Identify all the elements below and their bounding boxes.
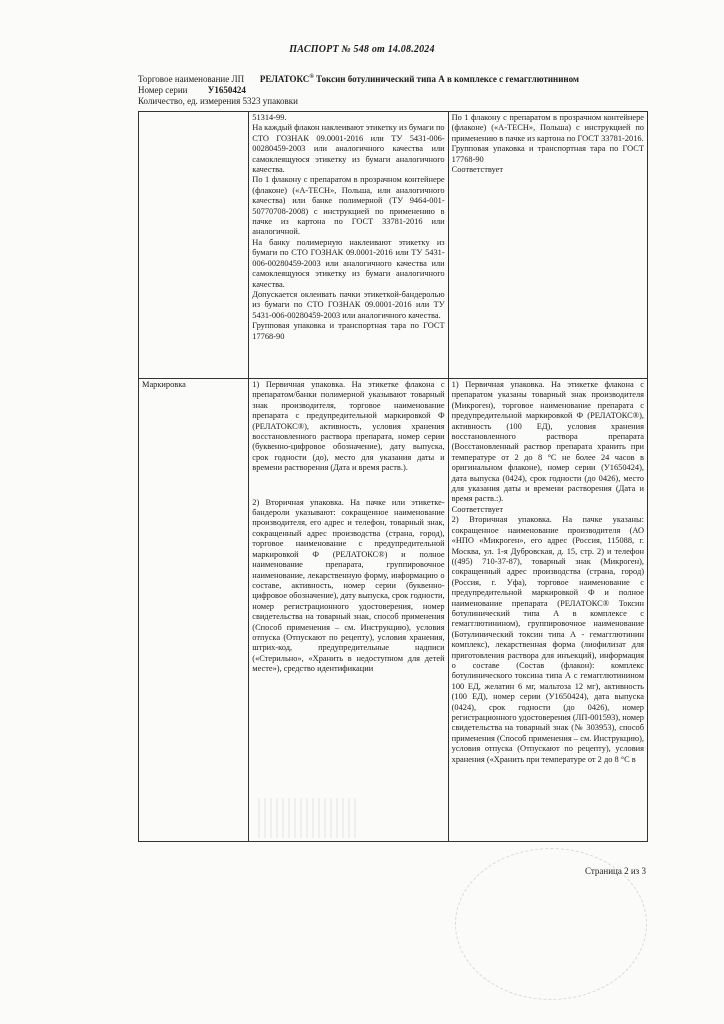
- passport-title: ПАСПОРТ № 548 от 14.08.2024: [289, 44, 435, 55]
- series-row: [138, 85, 678, 96]
- table-row: [139, 112, 648, 379]
- requirement-text: Допускается оклеивать пачки этикеткой-бандеролью из бумаги по СТО ГОЗНАК 09.0001-2016 или ТУ 5431-006-00280459-2003 или аналогичного качества.: [252, 289, 445, 320]
- trade-name-brand: РЕЛАТОКС: [259, 74, 310, 84]
- conformity-text: Соответствует: [451, 504, 504, 514]
- page-number: Страница 2 из 3: [585, 866, 646, 876]
- row-label-cell: [139, 112, 249, 379]
- document-header: [138, 72, 678, 107]
- fact-text: 1) Первичная упаковка. На этикетке флакона с препаратом указаны товарный знак производителя (Микроген), торговое наименование препарата с предупредительной маркировкой Ф (РЕЛАТОКС®), активность (100 ЕД), условия хранения восстановленного раствора препарата (Восстановленный раствор препарата хранить при температуре от 2 до 8 °С не более 24 часов в оригинальном флаконе), номер серии (У1650424), дата выпуска (0424), срок годности (до 0426), место для указания даты и времени растворения (Дата и время раств.:).: [451, 380, 644, 504]
- requirement-text: На банку полимерную наклеивают этикетку из бумаги по СТО ГОЗНАК 09.0001-2016 или ТУ 5431-006-00280459-2003 или аналогичного качества или самоклеящуюся этикетку из бумаги аналогичного качества.: [252, 237, 445, 289]
- fact-cell: [448, 112, 647, 379]
- fact-text: По 1 флакону с препаратом в прозрачном контейнере (флаконе) («А-ТЕСН», Польша) с инструкцией по применению в пачке из картона по ГОСТ 33781-2016.: [451, 113, 644, 143]
- requirement-cell: [249, 112, 448, 379]
- requirement-text: 2) Вторичная упаковка. На пачке или этикетке-бандероли указывают: сокращенное наименование производителя, его адрес и телефон, товарный знак, сокращенный адрес производства (страна, город), торговое наименование с предупредительной маркировкой Ф (РЕЛАТОКС®) и полное наименование препарата, группировочное наименование, лекарственную форму, информацию о составе, активность, номер серии (буквенно-цифровое обозначение), дату выпуска, срок годности, номер регистрационного удостоверения, номер свидетельства на товарный знак, способ применения (Способ применения – см. Инструкцию), условия отпуска (Отпускают по рецепту), условия хранения, штрих-код, предупредительные надписи («Стерильно», «Хранить в недоступном для детей месте»), средство идентификации: [252, 497, 445, 674]
- trade-name-label: Торговое наименование ЛП: [138, 74, 245, 84]
- requirement-text: На каждый флакон наклеивают этикетку из бумаги по СТО ГОЗНАК 09.0001-2016 или ТУ 5431-006-00280459-2003 или аналогичного качества или самоклеящуюся этикетку из бумаги аналогичного качества.: [252, 123, 445, 175]
- requirement-text: 1) Первичная упаковка. На этикетке флакона с препаратом/банки полимерной указывают товарный знак производителя, торговое наименование препарата с предупредительной маркировкой Ф (РЕЛАТОКС®), активность, условия хранения восстановленного раствора препарата, номер серии (буквенно-цифровое обозначение), дату выпуска, срок годности (до), место для указания даты и времени растворения (Дата и время раств.).: [252, 380, 445, 473]
- fact-text: Групповая упаковка и транспортная тара по ГОСТ 17768-90: [451, 144, 644, 164]
- trade-name-brand-sup: ®: [309, 74, 314, 80]
- requirement-text: 51314-99.: [252, 113, 287, 122]
- requirement-text: Групповая упаковка и транспортная тара по ГОСТ 17768-90: [252, 321, 445, 341]
- scan-artifact: [258, 798, 358, 838]
- series-label: Номер серии: [138, 85, 188, 95]
- quantity-row: Количество, ед. измерения 5323 упаковки: [138, 96, 298, 106]
- trade-name-rest: Токсин ботулинический типа А в комплексе с гемагглютинином: [316, 74, 580, 84]
- fact-cell: [448, 379, 647, 842]
- conformity-text: Соответствует: [451, 165, 504, 175]
- passport-table: [138, 111, 648, 842]
- trade-name-row: [138, 72, 678, 85]
- table-row: [139, 379, 648, 842]
- requirement-cell: [249, 379, 448, 842]
- row-label-cell: Маркировка: [139, 379, 249, 842]
- series-value: У1650424: [207, 85, 246, 95]
- fact-text: 2) Вторичная упаковка. На пачке указаны: сокращенное наименование производителя (АО «НПО «Микроген», его адрес (Россия, 115088, г. Москва, ул. 1-я Дубровская, д. 15, стр. 2) и телефон ((495) 710-37-87), товарный знак (Микроген), сокращенный адрес производства (страна, город) (Россия, г. Уфа), торговое наименование с предупредительной маркировкой Ф и полное наименование препарата (РЕЛАТОКС® Токсин ботулинический типа А в комплексе с гемагглютинином), группировочное наименование (Ботулинический токсин типа А - гемагглютинин комплекс), лекарственная форма (лиофилизат для приготовления раствора для инъекций), информация о составе (Состав (флакон): комплекс ботулинического токсина типа А с гемагглютинином 100 ЕД, желатин 6 мг, мальтоза 12 мг), активность (100 ЕД), номер серии (У1650424), дата выпуска (0424), срок годности (до 0426), номер регистрационного удостоверения (ЛП-001593), номер свидетельства на товарный знак (№ 303953), способ применения (Способ применения – см. Инструкцию), условия отпуска (Отпускают по рецепту), условия хранения («Хранить при температуре от 2 до 8 °С в: [451, 515, 644, 764]
- requirement-text: По 1 флакону с препаратом в прозрачном контейнере (флаконе) («А-ТЕСН», Польша, или аналогичного качества) или банке полимерной (ТУ 9464-001-50770708-2008) с инструкцией по применению в пачке из картона по ГОСТ 33781-2016 или аналогичной.: [252, 175, 445, 237]
